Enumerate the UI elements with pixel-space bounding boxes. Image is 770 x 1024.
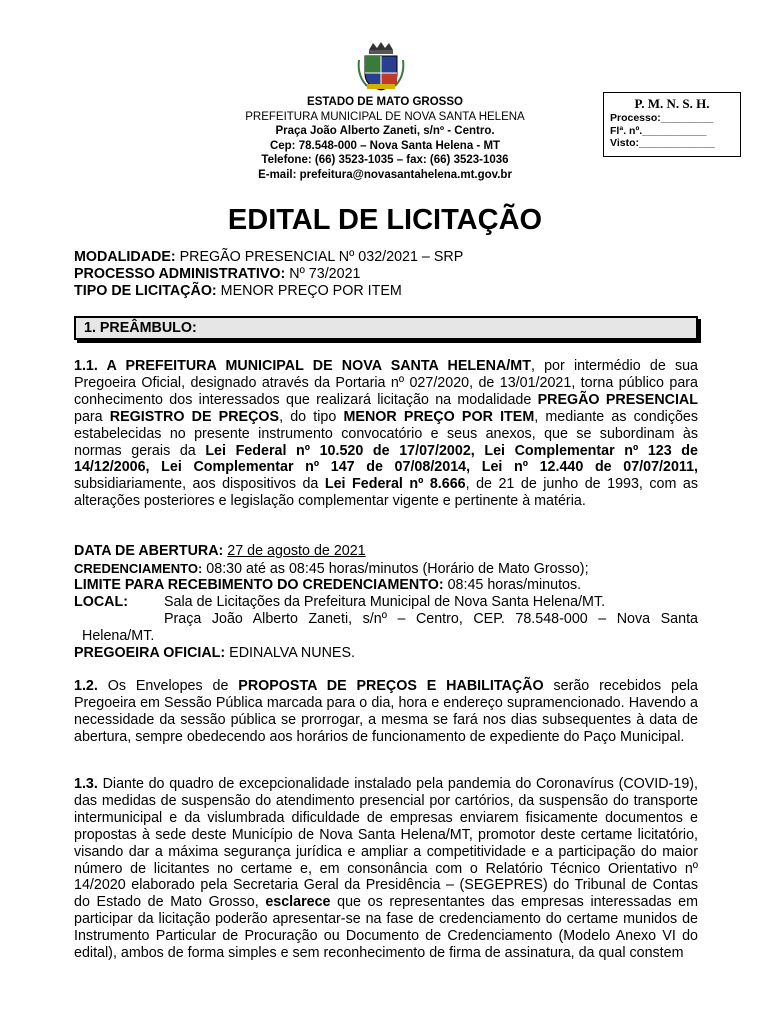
- p13-text-2: que os representantes das empresas interessadas em participar da licitação poderão apresentar-se na fase de credenciamento do certame munidos de Instrumento Particular de Procuração ou Documento de Credenciamento (Modelo Anexo VI do edital), ambos de forma simples e sem reconhecimento de firma de assinatura, da qual constem: [74, 894, 698, 962]
- local-line-3: Helena/MT.: [82, 628, 155, 644]
- pregoeira-value: EDINALVA NUNES.: [225, 645, 355, 661]
- header-state: ESTADO DE MATO GROSSO: [307, 96, 463, 108]
- abertura-value: 27 de agosto de 2021: [227, 543, 366, 559]
- local-line: [74, 594, 128, 611]
- tipo-line: [74, 283, 402, 300]
- municipal-coat-of-arms-logo: [357, 40, 405, 92]
- pregoeira-label: PREGOEIRA OFICIAL:: [74, 645, 226, 661]
- credenciamento-label: CREDENCIAMENTO:: [74, 561, 203, 576]
- stamp-visto: Visto:_____________: [610, 137, 715, 149]
- stamp-processo: Processo:_________: [610, 112, 714, 124]
- p11-lead: 1.1. A PREFEITURA MUNICIPAL DE NOVA SANTA HELENA/MT: [74, 358, 531, 374]
- modalidade-value: PREGÃO PRESENCIAL Nº 032/2021 – SRP: [175, 249, 464, 265]
- p11-bold-2: REGISTRO DE PREÇOS: [109, 408, 280, 425]
- local-line-2: Praça João Alberto Zaneti, s/nº – Centro, CEP. 78.548-000 – Nova Santa: [164, 611, 698, 627]
- p11-text-2: para: [74, 408, 110, 425]
- credenciamento-line: [74, 560, 589, 578]
- local-label: LOCAL:: [74, 594, 128, 610]
- modalidade-label: MODALIDADE:: [74, 249, 176, 265]
- modalidade-line: [74, 249, 463, 266]
- p11-bold-5: Lei Federal nº 8.666: [324, 476, 466, 493]
- header-email: E-mail: prefeitura@novasantahelena.mt.gov.br: [258, 168, 512, 181]
- section-header-preambulo: 1. PREÂMBULO:: [74, 316, 698, 340]
- p13-number: 1.3.: [74, 776, 98, 792]
- p11-text-1: , por intermédio de sua Pregoeira Oficial, designado através da Portaria nº 027/2020, de 13/01/2021, torna público para conhecimento dos interessados que realizará licitação na modalidade: [74, 358, 699, 408]
- p12-bold-1: PROPOSTA DE PREÇOS E HABILITAÇÃO: [238, 678, 544, 694]
- processo-value: Nº 73/2021: [285, 266, 361, 282]
- p12-text-2: serão recebidos pela Pregoeira em Sessão Pública marcada para o dia, hora e endereço supramencionado. Havendo a necessidade da sessão pública se prorrogar, a mesma se fará nos dias subsequentes à data de abertura, sempre obedecendo aos horários de funcionamento de expediente do Paço Municipal.: [74, 678, 698, 745]
- p11-bold-3: MENOR PREÇO POR ITEM: [343, 408, 535, 425]
- paragraph-1-2: [74, 678, 698, 746]
- abertura-label: DATA DE ABERTURA:: [74, 543, 224, 559]
- tipo-value: MENOR PREÇO POR ITEM: [216, 283, 402, 299]
- stamp-fls: Flª. nº.___________: [610, 124, 707, 137]
- p11-text-4: , mediante as condições estabelecidas no presente instrumento convocatório e seus anexos, que se subordinam às normas gerais da: [74, 408, 699, 459]
- limite-line: [74, 577, 581, 594]
- p11-bold-4: Lei Federal nº 10.520 de 17/07/2002, Lei Complementar nº 123 de 14/12/2006, Lei Complementar nº 147 de 07/08/2014, Lei nº 12.440 de 07/07/2011,: [74, 442, 698, 476]
- abertura-line: [74, 543, 366, 560]
- processo-label: PROCESSO ADMINISTRATIVO:: [74, 266, 286, 282]
- p13-bold-1: esclarece: [265, 894, 331, 911]
- paragraph-1-1: [74, 358, 698, 510]
- limite-value: 08:45 horas/minutos.: [443, 577, 582, 593]
- header-block: [200, 95, 570, 183]
- p13-text-1: Diante do quadro de excepcionalidade instalado pela pandemia do Coronavírus (COVID-19), das medidas de suspensão do atendimento presencial por cartórios, da suspensão do transporte intermunicipal e da vislumbrada dificuldade de empresas enviarem fisicamente documentos e propostas à sede deste Município de Nova Santa Helena/MT, promotor deste certame licitatório, visando dar a máxima segurança jurídica e ampliar a competitividade e a participação do maior número de licitantes no certame e, em consonância com o Relatório Técnico Orientativo nº 14/2020 elaborado pela Secretaria Geral da Presidência – (SEGEPRES) do Tribunal de Contas do Estado de Mato Grosso,: [74, 776, 698, 911]
- p11-bold-1: PREGÃO PRESENCIAL: [537, 391, 698, 408]
- pregoeira-line: [74, 645, 355, 662]
- p11-text-6: , de 21 de junho de 1993, com as alterações posteriores e legislação complementar vigente e pertinente à matéria.: [74, 476, 698, 510]
- tipo-label: TIPO DE LICITAÇÃO:: [74, 283, 217, 299]
- processo-line: [74, 266, 360, 283]
- stamp-title: P. M. N. S. H.: [634, 96, 710, 111]
- p11-text-3: , do tipo: [279, 408, 344, 425]
- header-address: Praça João Alberto Zaneti, s/nº - Centro.: [275, 125, 495, 138]
- p11-text-5: subsidiariamente, aos dispositivos da: [74, 476, 325, 493]
- p12-number: 1.2.: [74, 678, 98, 694]
- header-cep: Cep: 78.548-000 – Nova Santa Helena - MT: [269, 139, 501, 152]
- p12-text-1: Os Envelopes de: [97, 678, 239, 694]
- credenciamento-value: 08:30 até as 08:45 horas/minutos (Horário de Mato Grosso);: [202, 561, 589, 577]
- protocol-stamp-box: [603, 92, 741, 157]
- header-phone: Telefone: (66) 3523-1035 – fax: (66) 3523-1036: [261, 154, 509, 167]
- header-prefeitura: PREFEITURA MUNICIPAL DE NOVA SANTA HELENA: [245, 110, 525, 123]
- document-title: EDITAL DE LICITAÇÃO: [227, 204, 543, 236]
- limite-label: LIMITE PARA RECEBIMENTO DO CREDENCIAMENTO:: [74, 577, 444, 593]
- local-line-1: Sala de Licitações da Prefeitura Municipal de Nova Santa Helena/MT.: [164, 594, 606, 610]
- paragraph-1-3: [74, 776, 698, 962]
